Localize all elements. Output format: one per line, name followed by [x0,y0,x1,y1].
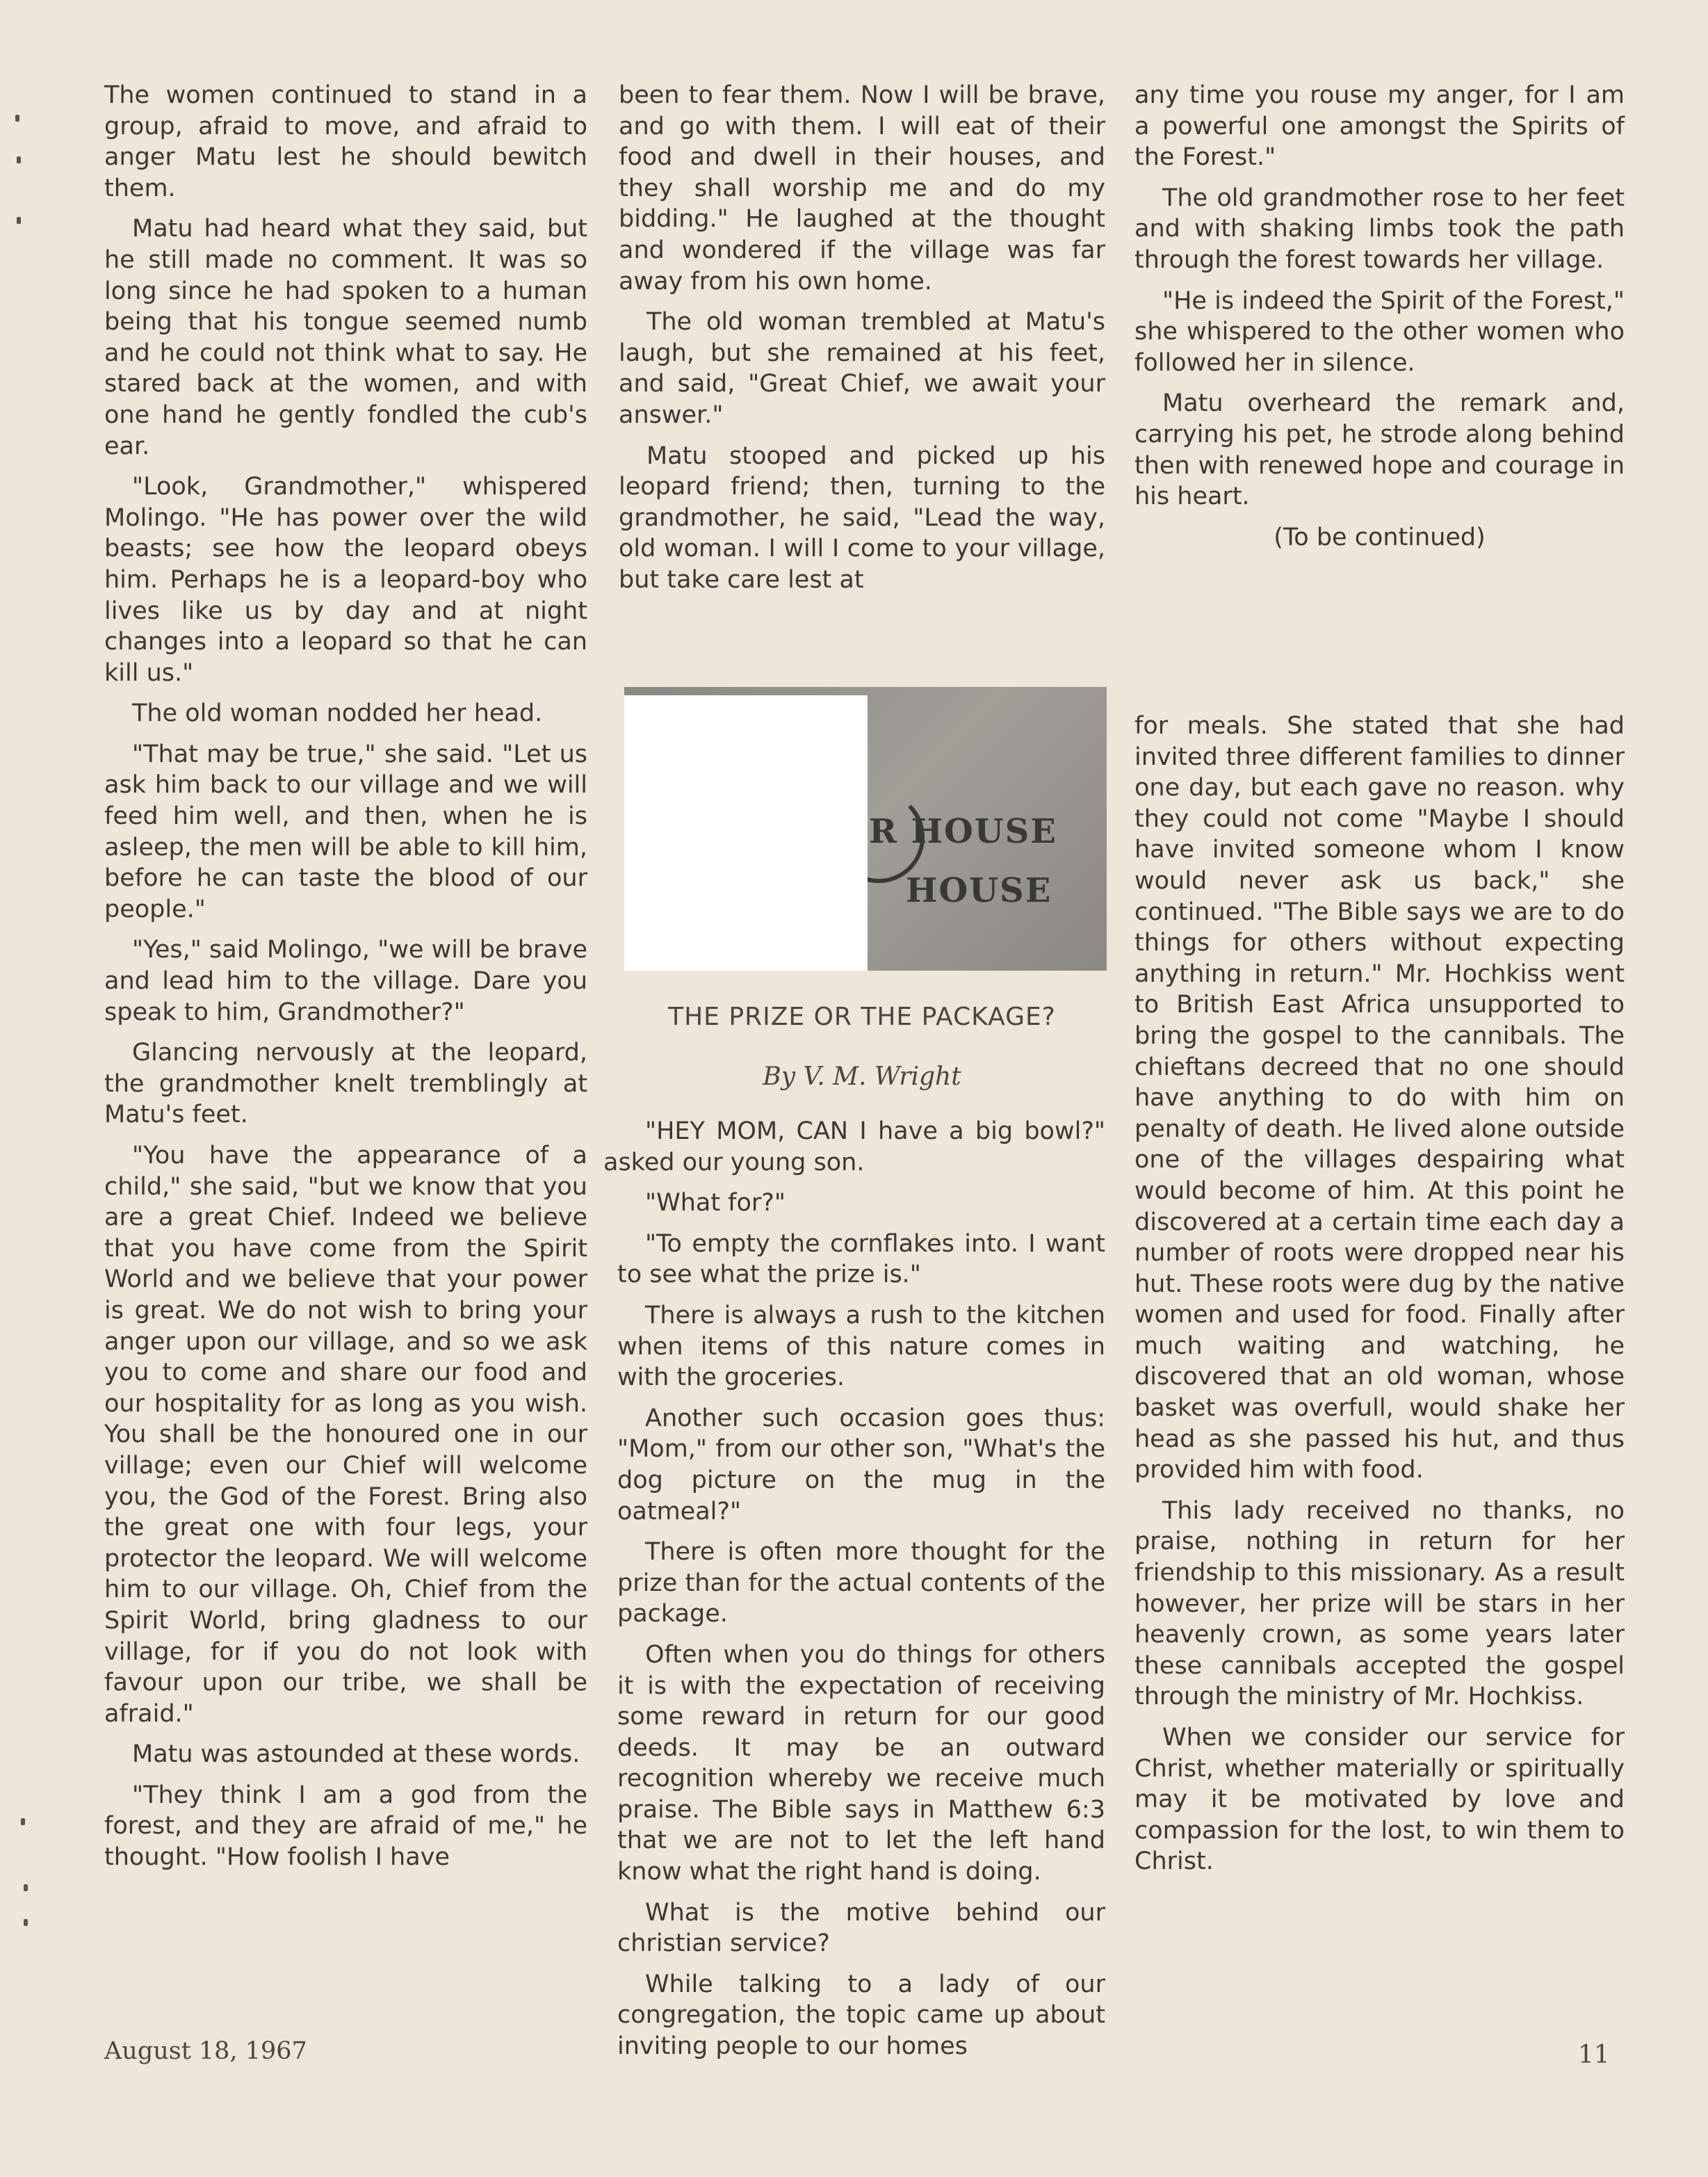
paragraph: The old grandmother rose to her feet and with shaking limbs took the path through the forest towards her village. [1134,184,1625,274]
paragraph: The old woman nodded her head. [132,699,543,728]
paragraph: "Look, Grandmother," whispered Molingo. "He has power over the wild beasts; see how the leopard obeys him. Perhaps he is a leopard-boy who lives like us by day and at night changes into a leopard so that he can kill us." [104,473,587,687]
redacted-area [624,695,868,971]
paragraph: Matu had heard what they said, but he still made no comment. It was so long since he had spoken to a human being that his tongue seemed numb and he could not think what to say. He stared back at the women, and with one hand he gently fondled the cub's ear. [104,215,587,460]
photo-sign-text: HOUSE [906,871,1052,910]
paragraph: Glancing nervously at the leopard, the grandmother knelt tremblingly at Matu's feet. [104,1039,587,1129]
paragraph: "To empty the cornflakes into. I want to see what the prize is." [617,1229,1105,1289]
paragraph: "HEY MOM, CAN I have a big bowl?" asked our young son. [603,1117,1105,1176]
column-2-story [619,80,1105,606]
paragraph: There is always a rush to the kitchen when items of this nature comes in with the groceries. [617,1301,1105,1392]
column-1-story [104,80,587,1883]
paragraph: "He is indeed the Spirit of the Forest," she whispered to the other women who followed her in silence. [1134,286,1625,377]
binding-hole-mark [24,1919,28,1926]
paragraph: Often when you do things for others it is with the expectation of receiving some reward in return for our good deeds. It may be an outward recognition whereby we receive much praise. The Bible says in Matthew 6:3 that we are not to let the left hand know what the right hand is doing. [617,1640,1105,1886]
paragraph: "Yes," said Molingo, "we will be brave and lead him to the village. Dare you speak to him, Grandmother?" [104,936,587,1026]
binding-hole-mark [21,1818,25,1825]
binding-hole-mark [17,217,21,224]
column-3-story [1134,80,1625,563]
paragraph: This lady received no thanks, no praise, nothing in return for her friendship to this missionary. As a result however, her prize will be stars in her heavenly crown, as some years later these cannibals accepted the gospel through the ministry of Mr. Hochkiss. [1134,1496,1625,1711]
photo-sign-text: R HOUSE [869,812,1057,851]
paragraph: "What for?" [645,1189,786,1217]
column-2-article [603,1116,1105,2072]
paragraph: for meals. She stated that she had invited three different families to dinner one day, but each gave no reason. why they could not come "Maybe I should have invited someone whom I know would never ask us back," she continued. "The Bible says we are to do things for others without expecting anything in return." Mr. Hochkiss went to British East Africa unsupported to bring the gospel to the cannibals. The chieftans decreed that no one should have anything to do with him on penalty of death. He lived alone outside one of the villages despairing what would become of him. At this point he discovered at a certain time each day a number of roots were dropped near his hut. These roots were dug by the native women and used for food. Finally after much waiting and watching, he discovered that an old woman, whose basket was overfull, would shake her head as she passed his hut, and thus provided him with food. [1134,712,1625,1484]
page-number: 11 [1578,2041,1610,2069]
paragraph: There is often more thought for the prize than for the actual contents of the package. [617,1538,1105,1628]
paragraph: been to fear them. Now I will be brave, and go with them. I will eat of their food and dwell in their houses, and they shall worship me and do my bidding." He laughed at the thought and wondered if the village was far away from his own home. [619,81,1105,296]
article-photo [624,687,1107,971]
article-title: THE PRIZE OR THE PACKAGE? [668,1003,1056,1031]
paragraph: What is the motive behind our christian service? [617,1898,1105,1958]
issue-date: August 18, 1967 [104,2037,307,2065]
article-byline: By V. M. Wright [763,1062,961,1091]
paragraph: "You have the appearance of a child," she said, "but we know that you are a great Chief. Indeed we believe that you have come from the Spirit World and we believe that your power is great. We do not wish to bring your anger upon our village, and so we ask you to come and share our food and our hospitality for as long as you wish. You shall be the honoured one in our village; even our Chief will welcome you, the God of the Forest. Bring also the great one with four legs, your protector the leopard. We will welcome him to our village. Oh, Chief from the Spirit World, bring gladness to our village, for if you do not look with favour upon our tribe, we shall be afraid." [104,1142,587,1728]
paragraph: "They think I am a god from the forest, and they are afraid of me," he thought. "How foolish I have [104,1781,587,1872]
to-be-continued: (To be continued) [1274,523,1486,551]
paragraph: The women continued to stand in a group, afraid to move, and afraid to anger Matu lest he should bewitch them. [104,81,587,202]
binding-hole-mark [15,115,19,122]
paragraph: When we consider our service for Christ, whether materially or spiritually may it be motivated by love and compassion for the lost, to win them to Christ. [1134,1724,1625,1876]
paragraph: Another such occasion goes thus: "Mom," from our other son, "What's the dog picture on the mug in the oatmeal?" [617,1404,1105,1525]
binding-hole-mark [17,156,21,163]
paragraph: any time you rouse my anger, for I am a powerful one amongst the Spirits of the Forest." [1134,81,1625,172]
paragraph: Matu was astounded at these words. [132,1740,580,1769]
paragraph: Matu overheard the remark and, carrying his pet, he strode along behind then with renewed hope and courage in his heart. [1134,389,1625,511]
paragraph: While talking to a lady of our congregation, the topic came up about inviting people to our homes [617,1970,1105,2061]
paragraph: The old woman trembled at Matu's laugh, but she remained at his feet, and said, "Great Chief, we await your answer." [619,308,1105,429]
column-3-article [1134,711,1625,1887]
paragraph: "That may be true," she said. "Let us ask him back to our village and we will feed him well, and then, when he is asleep, the men will be able to kill him, before he can taste the blood of our people." [104,740,587,923]
binding-hole-mark [24,1884,28,1891]
paragraph: Matu stooped and picked up his leopard friend; then, turning to the grandmother, he said, "Lead the way, old woman. I will I come to your village, but take care lest at [619,442,1105,594]
